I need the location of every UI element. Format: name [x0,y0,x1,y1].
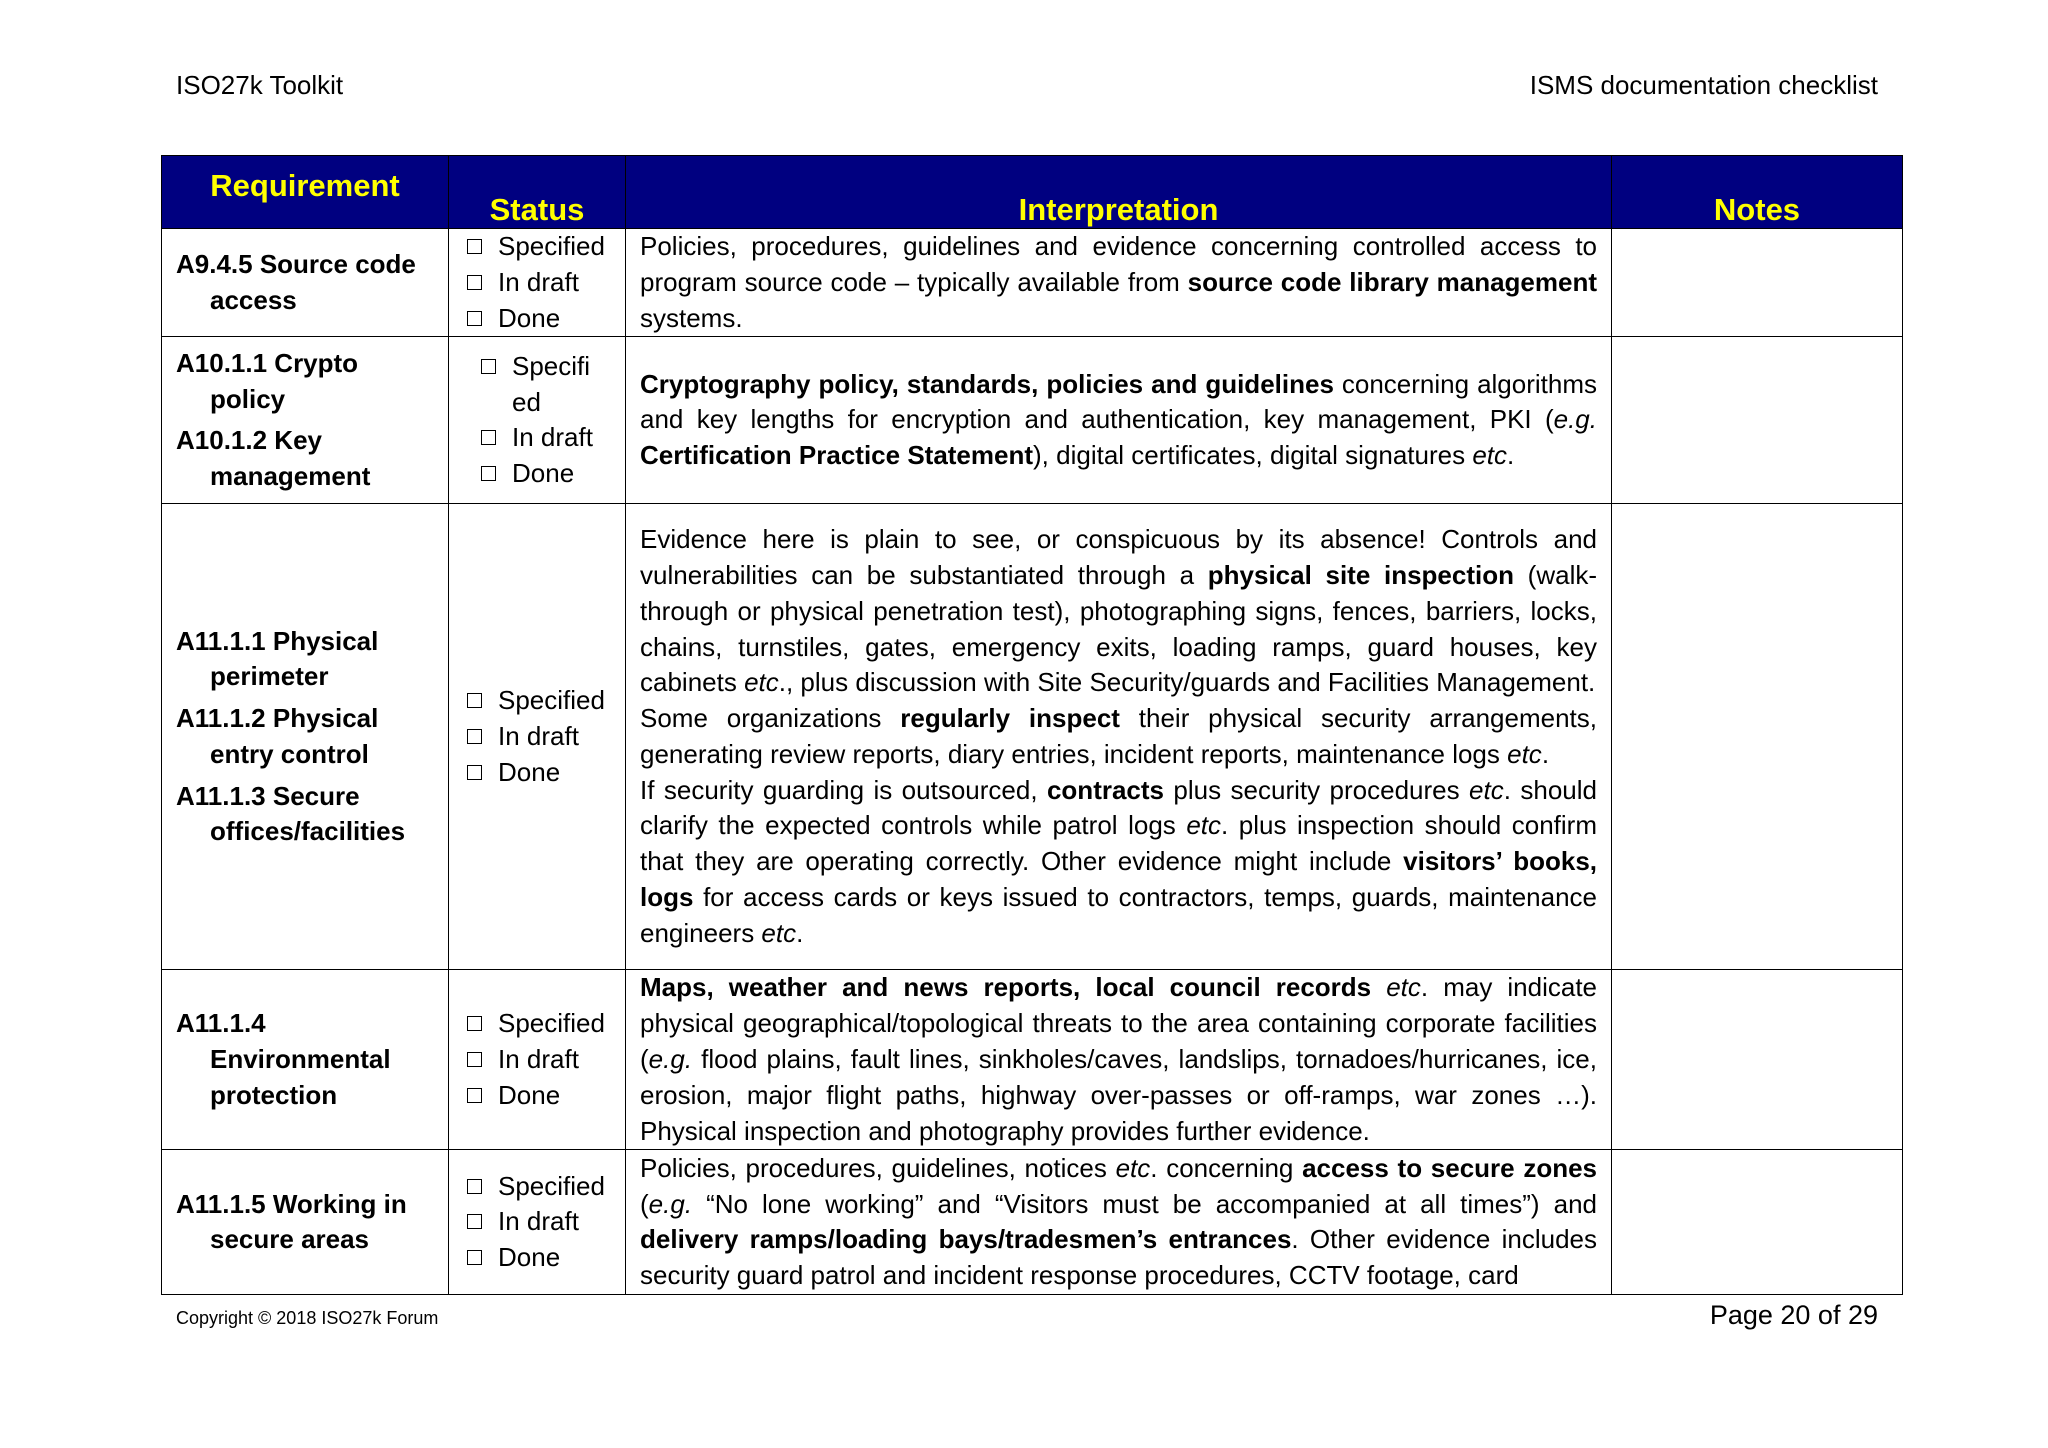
status-cell [449,337,626,504]
checkbox-icon[interactable] [467,1088,482,1103]
emphasis-text: regularly inspect [900,703,1120,734]
italic-text: etc [1186,810,1222,841]
requirement-item: A9.4.5 Source code access [176,248,416,315]
requirement-cell [162,337,449,504]
status-option-in-draft[interactable]: In draft [467,719,617,755]
requirement-cell [162,1150,449,1295]
requirement-item: A11.1.1 Physical perimeter [176,625,379,692]
checkbox-icon[interactable] [467,1250,482,1265]
italic-text: etc [1386,972,1421,1003]
column-header-requirement: Requirement [162,156,449,229]
emphasis-text: physical site inspection [1207,559,1514,590]
requirement-item: A11.1.4 Environmental protection [176,1008,391,1110]
status-option-specified[interactable]: Specified [467,683,617,719]
checkbox-icon[interactable] [467,275,482,290]
status-cell [449,1150,626,1295]
checkbox-icon[interactable] [467,765,482,780]
checkbox-icon[interactable] [467,729,482,744]
status-option-specified[interactable]: Specified [467,1169,617,1205]
requirement-item: A10.1.2 Key management [176,425,371,492]
requirement-item: A11.1.5 Working in secure areas [176,1188,407,1255]
checkbox-icon[interactable] [467,1052,482,1067]
header-toolkit-title: ISO27k Toolkit [176,70,344,100]
header-document-title: ISMS documentation checklist [1529,70,1878,100]
emphasis-text: source code library management [1187,266,1598,297]
status-option-done[interactable]: Done [467,1240,617,1276]
italic-text: e.g. [1553,404,1597,435]
status-cell [449,229,626,337]
table-row [162,229,1903,337]
interpretation-cell: Policies, procedures, guidelines and evidence concerning controlled access to program source code – typically available from source code library management systems. [626,229,1612,337]
checkbox-icon[interactable] [467,693,482,708]
column-header-interpretation: Interpretation [626,156,1612,229]
checkbox-icon[interactable] [481,430,496,445]
emphasis-text: visitors’ books, logs [640,846,1598,913]
italic-text: etc [1472,440,1508,471]
requirement-cell [162,229,449,337]
checkbox-icon[interactable] [467,239,482,254]
requirement-item: A11.1.3 Secure offices/facilities [176,780,406,847]
requirement-cell [162,504,449,970]
checkbox-icon[interactable] [481,466,496,481]
status-option-in-draft[interactable]: In draft [467,265,617,301]
italic-text: e.g. [648,1043,693,1074]
status-option-done[interactable]: Done [467,301,617,337]
checklist-table [161,155,1903,1295]
status-option-done[interactable]: Done [467,755,617,791]
interpretation-cell: Cryptography policy, standards, policies and guidelines concerning algorithms and key lengths for encryption and authentication, key management, PKI (e.g. Certification Practice Statement), digital certificates, digital signatures etc. [626,337,1612,504]
status-option-specified[interactable]: Specified [467,229,617,265]
checkbox-icon[interactable] [467,1214,482,1229]
notes-cell[interactable] [1612,229,1903,337]
status-option-in-draft[interactable]: In draft [467,1042,617,1078]
column-header-notes: Notes [1612,156,1903,229]
italic-text: etc [1469,774,1504,805]
requirement-cell [162,970,449,1150]
status-option-specified[interactable]: Specifi ed [467,349,617,421]
status-option-done[interactable]: Done [467,1078,617,1114]
notes-cell[interactable] [1612,1150,1903,1295]
checkbox-icon[interactable] [467,1179,482,1194]
requirement-item: A10.1.1 Crypto policy [176,347,359,414]
interpretation-cell: Evidence here is plain to see, or conspicuous by its absence! Controls and vulnerabilities can be substantiated through a physical site inspection (walk-through or physical penetration test), photographing signs, fences, barriers, locks, chains, turnstiles, gates, emergency exits, loading ramps, guard houses, key cabinets etc., plus discussion with Site Security/guards and Facilities Management. Some organizations regularly inspect their physical security arrangements, generating review reports, diary entries, incident reports, maintenance logs etc. If security guarding is outsourced, contracts plus security procedures etc. should clarify the expected controls while patrol logs etc. plus inspection should confirm that they are operating correctly. Other evidence might include visitors’ books, logs for access cards or keys issued to contractors, temps, guards, maintenance engineers etc. [626,504,1612,970]
emphasis-text: delivery ramps/loading bays/tradesmen’s entrances [640,1224,1292,1255]
footer-copyright: Copyright © 2018 ISO27k Forum [176,1308,439,1328]
status-cell [449,970,626,1150]
emphasis-text: access to secure zones [1302,1152,1597,1183]
status-option-specified[interactable]: Specified [467,1006,617,1042]
interpretation-cell: Policies, procedures, guidelines, notices etc. concerning access to secure zones (e.g. “No lone working” and “Visitors must be accompanied at all times”) and delivery ramps/loading bays/tradesmen’s entrances. Other evidence includes security guard patrol and incident response procedures, CCTV footage, card [626,1150,1612,1295]
notes-cell[interactable] [1612,970,1903,1150]
table-row [162,970,1903,1150]
status-option-in-draft[interactable]: In draft [467,420,617,456]
emphasis-text: Cryptography policy, standards, policies and guidelines [640,368,1334,399]
interpretation-cell: Maps, weather and news reports, local council records etc. may indicate physical geographical/topological threats to the area containing corporate facilities (e.g. flood plains, fault lines, sinkholes/caves, landslips, tornadoes/hurricanes, ice, erosion, major flight paths, highway over-passes or off-ramps, war zones …). Physical inspection and photography provides further evidence. [626,970,1612,1150]
table-header-row [162,156,1903,229]
table-row [162,504,1903,970]
status-option-in-draft[interactable]: In draft [467,1204,617,1240]
italic-text: etc [744,667,779,698]
table-row [162,1150,1903,1295]
italic-text: etc [1115,1152,1151,1183]
emphasis-text: Maps, weather and news reports, local council records [640,972,1372,1003]
footer-page-number: Page 20 of 29 [1709,1300,1878,1330]
emphasis-text: contracts [1046,774,1165,805]
emphasis-text: Certification Practice Statement [640,440,1034,471]
column-header-status: Status [449,156,626,229]
status-option-done[interactable]: Done [467,456,617,492]
checkbox-icon[interactable] [467,311,482,326]
status-cell [449,504,626,970]
italic-text: e.g. [648,1188,693,1219]
notes-cell[interactable] [1612,504,1903,970]
notes-cell[interactable] [1612,337,1903,504]
italic-text: etc [761,917,797,948]
italic-text: etc [1507,738,1542,769]
checkbox-icon[interactable] [481,359,496,374]
checkbox-icon[interactable] [467,1016,482,1031]
table-row [162,337,1903,504]
requirement-item: A11.1.2 Physical entry control [176,703,379,769]
